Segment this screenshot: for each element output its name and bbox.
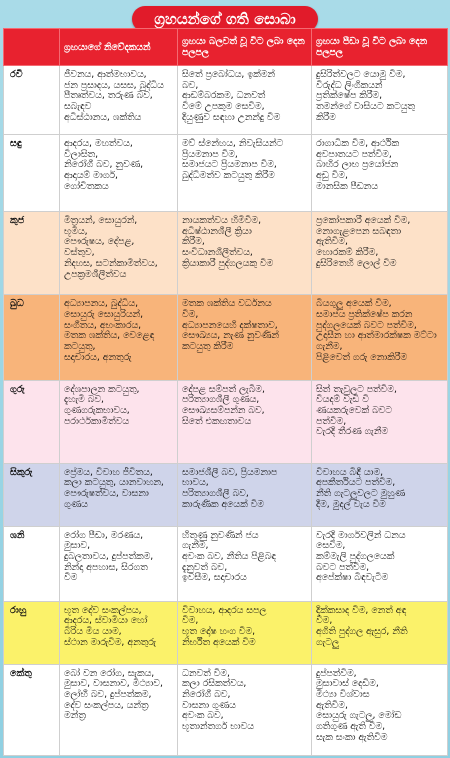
strong-cell: දේපළ සම්පත් ලැබීම, පරිත්‍යාගශීලී ගුණය, සෞඛ්‍යසම්පන්න බව, සිතේ එකඟතාවය — [178, 380, 312, 463]
strong-cell: මතක ශක්තිය වර්ධනය වීම, අධ්‍යාපනයෙහි දක්ෂතාව, සෞඛ්‍යය, නැණ නුවණින් කටයුතු කිරීම — [178, 295, 312, 380]
weak-cell: රාගාධික වීම, ආර්ථික අවපාතයට පත්වීම, බාහිර ලාභ ප්‍රයෝජන අඩු වීම, මානසික පීඩනය — [312, 135, 448, 212]
table-row — [4, 295, 448, 380]
planet-name: සිකුරු — [4, 463, 60, 526]
planet-name: ශනි — [4, 526, 60, 601]
page-title: ග්‍රහයන්ගේ ගති සොබා — [132, 6, 317, 32]
weak-cell: බියගුලු අයෙක් වීම, සමාජය ප්‍රතික්ෂේප කරන පුද්ගලයෙක් බවට පත්වීම, උදාසීන හා ආත්මාරක්ෂක මට්ටා ගැනීම, පිළිවෙත් ගරු නොකිරීම — [312, 295, 448, 380]
table-row — [4, 526, 448, 601]
planet-name: සඳු — [4, 135, 60, 212]
table-row — [4, 601, 448, 664]
strong-cell: හිතුණු නුවණින් ජය ගැනීම, අවංක බව, නීතිය පිළිබඳ දැනුවත් බව, ඉවසීම, සදාචාරය — [178, 526, 312, 601]
strong-cell: සිතේ ප්‍රබෝධය, ඉක්මන් බව, ආඩම්බරකම, ධනවත් වීමේ උපකුම සෙවීම, දියුණුව සඳහා උනන්දු වීම — [178, 66, 312, 135]
planet-name: කුජ — [4, 212, 60, 295]
table-row — [4, 212, 448, 295]
header-strong: ග්‍රහයා බලවත් වූ විට ලබා දෙන පලපල — [178, 29, 312, 66]
weak-cell: වැරදි මාර්ගවලින් ධනය සෙවීම, කම්මැලි පුද්ගලයෙක් බවට පත්වීම, අපේක්ෂා බිඳවැටීම — [312, 526, 448, 601]
traits-cell: රෝග පීඩා, මරණය, මුසාව, දුබලතාවය, දුප්පත්කම, නින්දා අපහාස, සිරගත වීම — [60, 526, 178, 601]
traits-cell: ජීවනය, ආත්මභාවය, ජන ප්‍රසාදය, යසස, බුද්ධිය පීතෘත්වය, තරුණ බව, සබැඳව අධිස්ඨානය, ශක්තිය — [60, 66, 178, 135]
weak-cell: දුසිරිත්වලට යොමු වීම, විරුද්ධ ලිංගිකයන් ප්‍රතික්ෂේප කිරීම, තමන්ගේ වාසියට කටයුතු කිරීම — [312, 66, 448, 135]
traits-cell: අධ්‍යාපනය, බුද්ධිය, සොයුරු සොයුරියන්, සංගීතය, අභංකාරය, මතක ශක්තිය, වෙළෙඳ කටයුතු, සදාචාරය, අනතුරු — [60, 295, 178, 380]
weak-cell: දුප්පත්වීම, මුසාවාස් දෙඩීම, මිථ්‍යා විශ්වාස ඇතිවීම, සොයුරු ගැටලු, මෝඩ ගතිගුණ ඇති වීම, සැක සංකා ඇතිවීම — [312, 664, 448, 755]
table-row — [4, 463, 448, 526]
table-row — [4, 66, 448, 135]
table-row — [4, 135, 448, 212]
weak-cell: සිත් තැවුලට පත්වීම, වියදම් වැඩි වී ණයකරුවෙක් බවට පත්වීම, වැරදි තීරණ ගැනීම — [312, 380, 448, 463]
weak-cell: විවාහය බිඳී යාම, අපකීර්තියට පත්වීම, නීති ගැටලුවලට මුහුණ දීම, මුදල් වැය වීම — [312, 463, 448, 526]
planet-name: රාහු — [4, 601, 60, 664]
header-planet — [4, 29, 60, 66]
traits-cell: භූත දේව සංකල්පය, ආදරය, ස්වාමියා හෝ බිරිය මිය යාම, ස්ථාන මාරුවීම, අනතුරු — [60, 601, 178, 664]
table-row — [4, 664, 448, 755]
traits-cell: දේශපාලන කටයුතු, දැහැමි බව, ගුණගරුකභාවය, පරාර්ථකාමීත්වය — [60, 380, 178, 463]
strong-cell: විවාහය, ආදරය සපල වීම, භූත දෝෂ හංග වීම, නිර්භීත අයෙක් වීම — [178, 601, 312, 664]
header-traits: ග්‍රහයාගේ නිවේදකයන් — [60, 29, 178, 66]
planet-name: බුධ — [4, 295, 60, 380]
planet-traits-table — [3, 28, 448, 756]
strong-cell: සමාජශීලී බව, ප්‍රියමනාප භාවය, පරිත්‍යාගශීලී බව, කාරුණික අයෙක් වීම — [178, 463, 312, 526]
traits-cell: ආදරය, මහත්වය, විලාසිත, නිරෝගී බව, නුවණ, ආදායම් මාර්ග, ගෝචිතකය — [60, 135, 178, 212]
header-row — [4, 29, 448, 66]
strong-cell: මව් ස්නේහය, නිවැසියන්ට ප්‍රියමනාප වීම, සමාජයට ප්‍රියමනාප වීම, බුද්ධිමත්ව කටයුතු කිරීම — [178, 135, 312, 212]
strong-cell: නායකත්වය හිමිවීම, අධිෂ්ඨානශීලී ක්‍රියා කිරීම, සංවිධානශීලීත්වය, ක්‍රියාකාරී පුද්ගලයකු වීම — [178, 212, 312, 295]
header-weak: ග්‍රහයා පීඩා වූ විට ලබා දෙන පලපල — [312, 29, 448, 66]
traits-cell: ප්‍රේමය, විවාහ ජීවිතය, කලා කටයුතු, යානවාහන, පෞරුෂත්වය, වාසනා ගුණය — [60, 463, 178, 526]
planet-name: ගුරු — [4, 380, 60, 463]
strong-cell: ධනවත් වීම, කලා රසිකත්වය, නිරෝගී බව, වාසනා ගුණය අවංක බව, භූතාන්තර්ග භාවය — [178, 664, 312, 755]
weak-cell: ප්‍රකෝපකාරී අයෙක් වීම, නොගැළපෙන සබඳතා ඇතිවීම, හොරකම් කිරීම, දුසිරිතෙහි ලොල් වීම — [312, 212, 448, 295]
traits-cell: මිත්‍රයන්, සොයුරන්, භූමිය, පෞරුෂය, දේපළ, වස්තුව, නිදහස, සටන්කාමීත්වය, උපක්‍රමශීලීත්වය — [60, 212, 178, 295]
traits-cell: බෝ වන රෝග, සැකය, මුසාව, වාසනාව, මිථ්‍යාව, ලෝභී බව, දුප්පත්කම, දේව සංකල්පය, යන්ත්‍ර මන්ත්‍ර — [60, 664, 178, 755]
weak-cell: දික්කසාද වීම, නෙත් අඳ වීම, අගිති පුද්ගල ඇසුර, නීති ගැටලු — [312, 601, 448, 664]
table-row — [4, 380, 448, 463]
planet-name: කේතු — [4, 664, 60, 755]
planet-name: රවි — [4, 66, 60, 135]
